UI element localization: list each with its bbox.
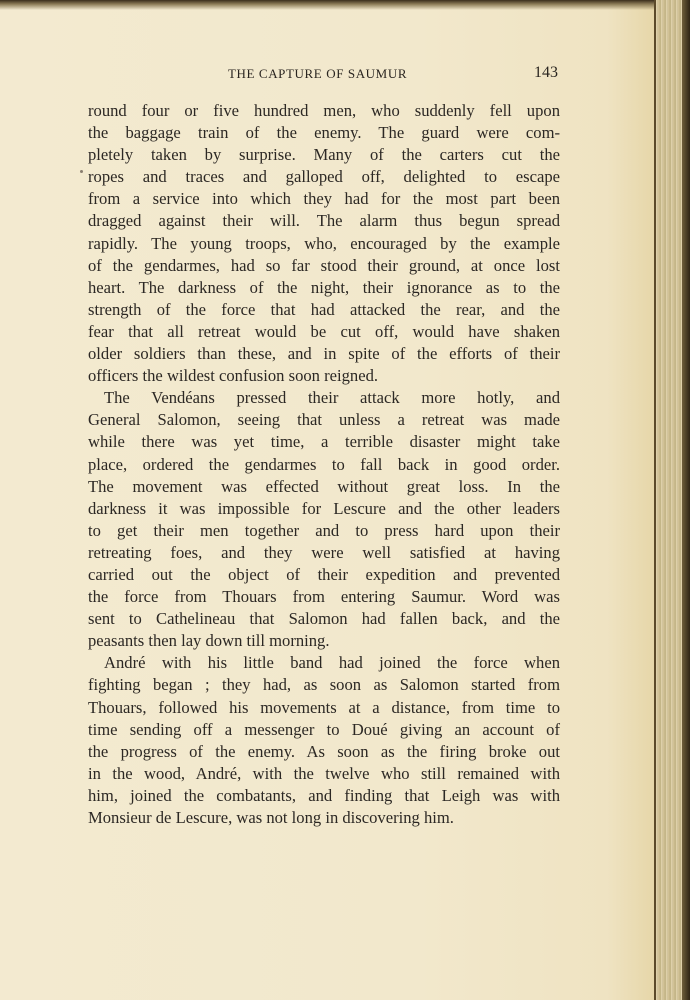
page-header [88,66,558,86]
print-speck [80,170,83,173]
text-line: from a service into which they had for the most part been [88,189,560,209]
text-line: fear that all retreat would be cut off, would have shaken [88,321,560,341]
text-line: the progress of the enemy. As soon as the firing broke out [88,741,560,761]
text-line: dragged against their will. The alarm thus begun spread [88,211,560,231]
text-line: retreating foes, and they were well satisfied at having [88,542,560,562]
text-line: Monsieur de Lescure, was not long in discovering him. [88,808,454,827]
page-number: 143 [534,64,558,81]
text-line: rapidly. The young troops, who, encouraged by the example [88,233,560,253]
text-line: fighting began ; they had, as soon as Salomon started from [88,675,560,695]
text-line: heart. The darkness of the night, their ignorance as to the [88,277,560,297]
text-line: the force from Thouars from entering Saumur. Word was [88,587,560,607]
book-cover-edge [682,0,690,1000]
text-line: older soldiers than these, and in spite of the efforts of their [88,344,560,364]
text-line: darkness it was impossible for Lescure and the other leaders [88,498,560,518]
paragraph-1 [88,100,560,387]
text-line: officers the wildest confusion soon reigned. [88,366,379,386]
paragraph-2 [88,387,560,652]
text-line: ropes and traces and galloped off, delighted to escape [88,167,560,187]
page-top-shadow [0,0,690,10]
text-line: time sending off a messenger to Doué giving an account of [88,719,560,739]
text-line: of the gendarmes, had so far stood their ground, at once lost [88,255,560,275]
text-line: The Vendéans pressed their attack more hotly, and [104,388,560,408]
text-line: strength of the force that had attacked the rear, and the [88,299,560,319]
text-line: to get their men together and to press hard upon their [88,520,560,540]
paragraph-3 [88,652,560,829]
text-line: in the wood, André, with the twelve who still remained with [88,763,560,783]
text-line: Thouars, followed his movements at a distance, from time to [88,697,560,717]
text-line: pletely taken by surprise. Many of the carters cut the [88,145,560,165]
text-line: round four or five hundred men, who suddenly fell upon [88,101,560,120]
running-head: THE CAPTURE OF SAUMUR [228,66,408,81]
text-line: carried out the object of their expedition and prevented [88,564,560,584]
text-line: sent to Cathelineau that Salomon had fallen back, and the [88,609,560,629]
text-line: André with his little band had joined the force when [104,653,560,673]
text-line: peasants then lay down till morning. [88,631,330,651]
text-line: The movement was effected without great loss. In the [88,476,560,496]
text-line: him, joined the combatants, and finding that Leigh was with [88,785,560,805]
text-line: while there was yet time, a terrible disaster might take [88,432,560,452]
body-text [88,100,560,829]
text-line: General Salomon, seeing that unless a retreat was made [88,410,560,430]
text-line: the baggage train of the enemy. The guard were com- [88,123,560,143]
text-line: place, ordered the gendarmes to fall back in good order. [88,454,560,474]
